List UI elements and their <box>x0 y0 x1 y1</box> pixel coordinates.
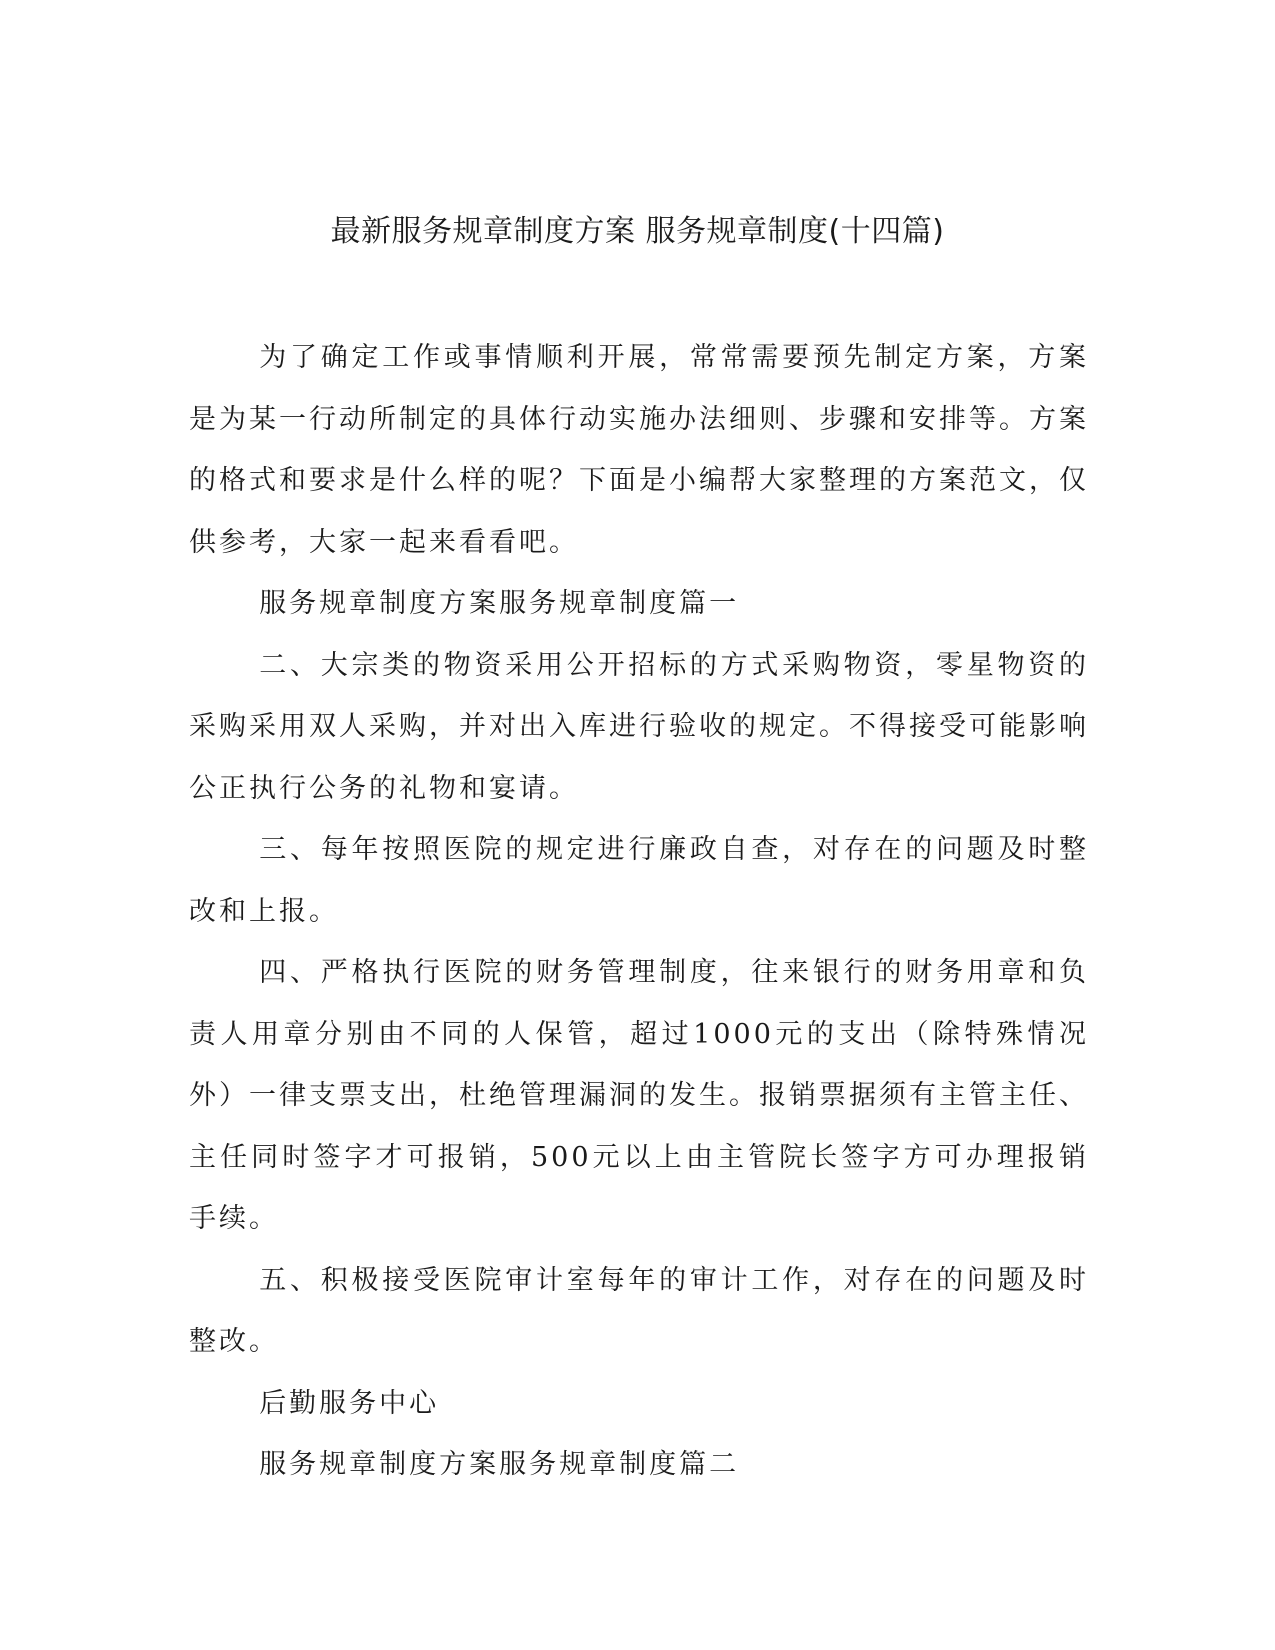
document-title: 最新服务规章制度方案 服务规章制度(十四篇) <box>330 214 945 249</box>
section-heading-2: 服务规章制度方案服务规章制度篇二 <box>259 1449 740 1480</box>
document-body <box>189 327 1089 1496</box>
signature-line: 后勤服务中心 <box>259 1387 440 1419</box>
paragraph-item-4: 四、严格执行医院的财务管理制度，往来银行的财务用章和负责人用章分别由不同的人保管，超过1000元的支出（除特殊情况外）一律支票支出，杜绝管理漏洞的发生。报销票据须有主管主任、主任同时签字才可报销，500元以上由主管院长签字方可办理报销手续。 <box>189 957 1089 1234</box>
paragraph-item-3: 三、每年按照医院的规定进行廉政自查，对存在的问题及时整改和上报。 <box>189 834 1089 927</box>
intro-paragraph: 为了确定工作或事情顺利开展，常常需要预先制定方案，方案是为某一行动所制定的具体行动实施办法细则、步骤和安排等。方案的格式和要求是什么样的呢？下面是小编帮大家整理的方案范文，仅供参考，大家一起来看看吧。 <box>189 342 1089 558</box>
paragraph-item-2: 二、大宗类的物资采用公开招标的方式采购物资，零星物资的采购采用双人采购，并对出入库进行验收的规定。不得接受可能影响公正执行公务的礼物和宴请。 <box>189 649 1089 804</box>
paragraph-item-5: 五、积极接受医院审计室每年的审计工作，对存在的问题及时整改。 <box>189 1264 1089 1357</box>
section-heading-1: 服务规章制度方案服务规章制度篇一 <box>259 588 740 619</box>
